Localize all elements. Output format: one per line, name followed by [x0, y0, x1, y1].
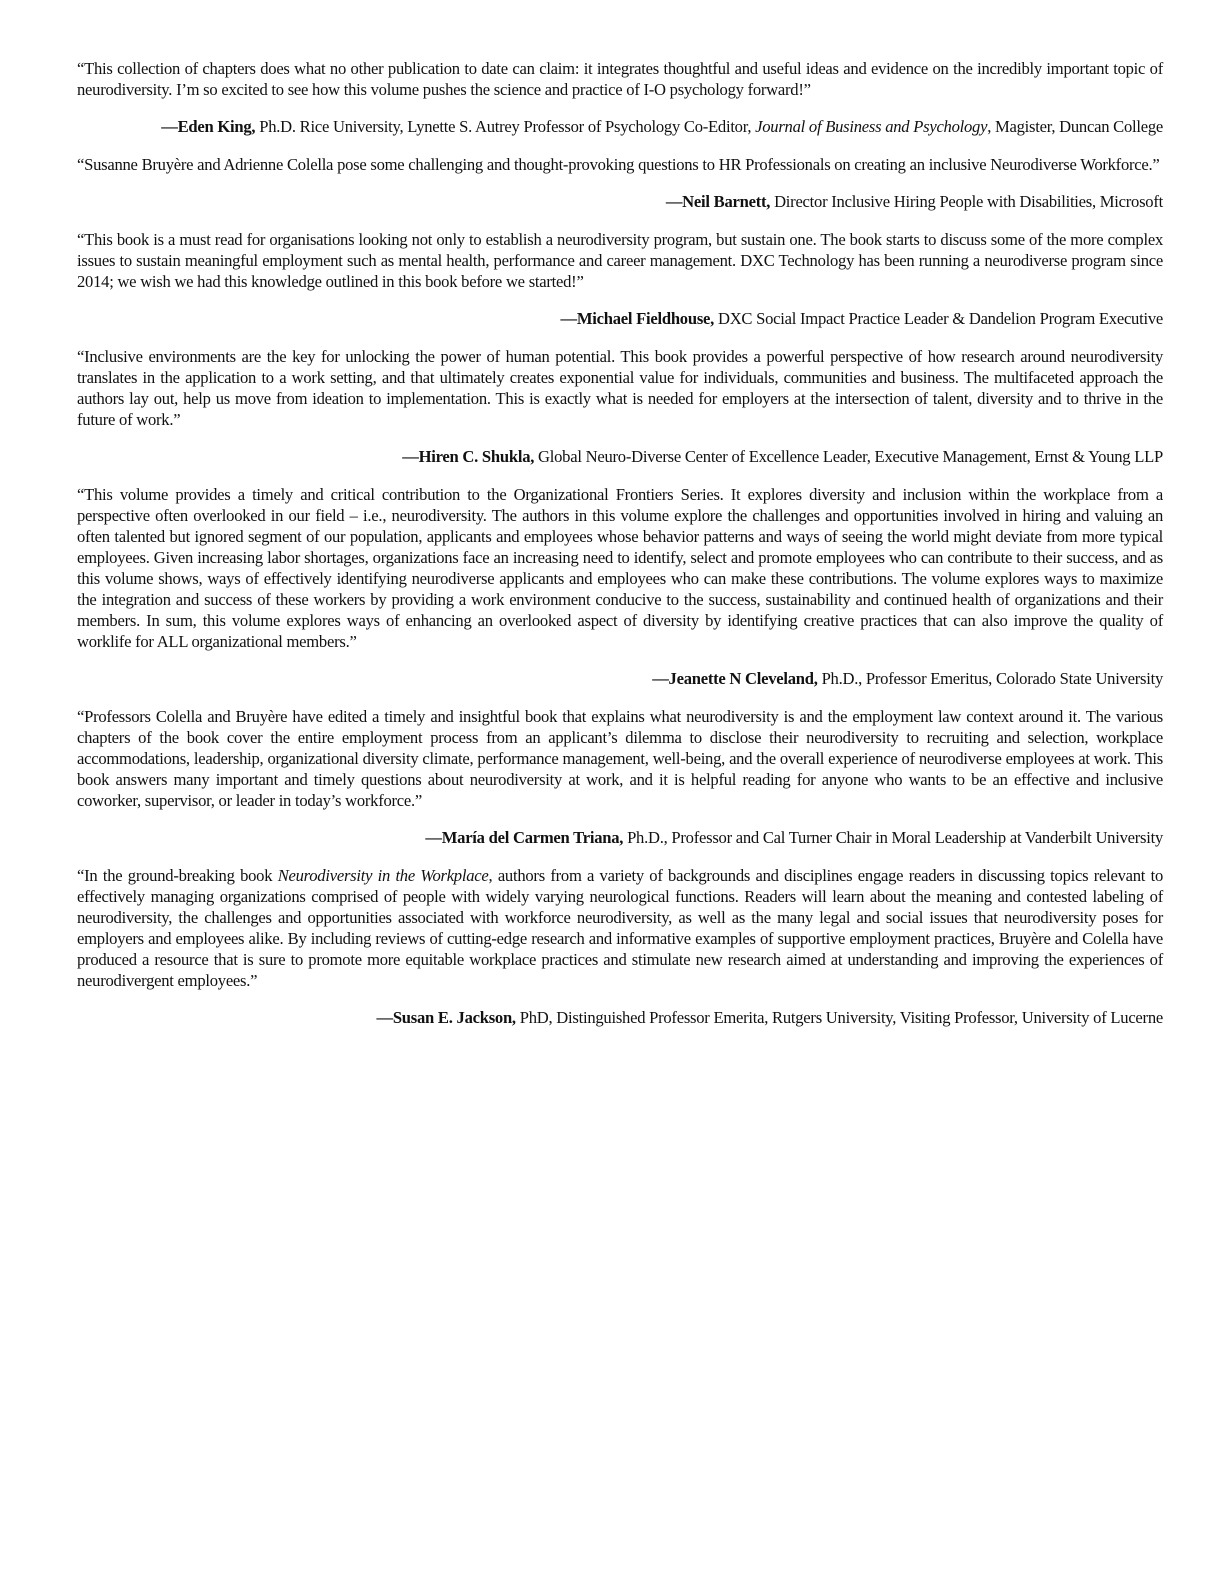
endorser-name: —Eden King, — [161, 117, 256, 136]
book-title: Neurodiversity in the Workplace — [277, 866, 489, 885]
endorsement-attribution — [77, 308, 1163, 329]
endorsement-quote: “This book is a must read for organisations looking not only to establish a neurodiversity program, but sustain one. The book starts to discuss some of the more complex issues to sustain meaningful employment such as mental health, performance and career management. DXC Technology has been running a neurodiverse program since 2014; we wish we had this knowledge outlined in this book before we started!” — [77, 230, 1163, 291]
endorser-affiliation: Director Inclusive Hiring People with Disabilities, Microsoft — [770, 192, 1163, 211]
endorser-affiliation: Ph.D., Professor Emeritus, Colorado State University — [817, 669, 1163, 688]
endorsement-attribution — [77, 191, 1163, 212]
endorser-affiliation: Ph.D., Professor and Cal Turner Chair in Moral Leadership at Vanderbilt University — [623, 828, 1163, 847]
endorser-name: —María del Carmen Triana, — [425, 828, 624, 847]
quote-start: “In the ground-breaking book — [77, 866, 278, 885]
endorsement-attribution — [77, 668, 1163, 689]
quote-end: , authors from a variety of backgrounds and disciplines engage readers in discussing topics relevant to effectively managing organizations comprised of people with widely varying neurological functions. Readers will learn about the meaning and contested labeling of neurodiversity, the challenges and opportunities associated with workforce neurodiversity, as well as the many legal and social issues that neurodiversity poses for employers and employees alike. By including reviews of cutting-edge research and informative examples of supportive employment practices, Bruyère and Colella have produced a resource that is sure to promote more equitable workplace practices and stimulate new research aimed at understanding and improving the experiences of neurodivergent employees.” — [77, 866, 1163, 990]
endorsement-quote: “Professors Colella and Bruyère have edited a timely and insightful book that explains what neurodiversity is and the employment law context around it. The various chapters of the book cover the entire employment process from an applicant’s dilemma to disclose their neurodiversity to recruiting and selection, workplace accommodations, leadership, organizational diversity climate, performance management, well-being, and the overall experience of neurodiverse employees at work. This book answers many important and timely questions about neurodiversity at work, and it is helpful reading for anyone who wants to be an effective and inclusive coworker, supervisor, or leader in today’s workforce.” — [77, 707, 1163, 810]
endorsement-attribution — [77, 116, 1163, 137]
endorser-name: —Neil Barnett, — [665, 192, 771, 211]
endorser-name: —Susan E. Jackson, — [376, 1008, 516, 1027]
endorser-name: —Jeanette N Cleveland, — [652, 669, 818, 688]
endorser-affiliation: DXC Social Impact Practice Leader & Dandelion Program Executive — [714, 309, 1163, 328]
endorsements-page — [77, 58, 1163, 1045]
journal-title: Journal of Business and Psychology — [755, 117, 988, 136]
endorser-affiliation: Ph.D. Rice University, Lynette S. Autrey Professor of Psychology Co-Editor, — [255, 117, 756, 136]
endorsement-attribution — [77, 827, 1163, 848]
endorsement-quote: “This volume provides a timely and critical contribution to the Organizational Frontiers Series. It explores diversity and inclusion within the workplace from a perspective often overlooked in our field – i.e., neurodiversity. The authors in this volume explore the challenges and opportunities involved in hiring and valuing an often talented but ignored segment of our population, applicants and employees whose behavior patterns and ways of seeing the world might deviate from more typical employees. Given increasing labor shortages, organizations face an increasing need to identify, select and promote employees who can contribute to their success, and as this volume shows, ways of effectively identifying neurodiverse applicants and employees who can make these contributions. The volume explores ways to maximize the integration and success of these workers by providing a work environment conducive to the success, sustainability and continued health of organizations and their members. In sum, this volume explores ways of enhancing an overlooked aspect of diversity by identifying creative practices that can also improve the quality of worklife for ALL organizational members.” — [77, 485, 1163, 651]
endorsement-quote: “This collection of chapters does what no other publication to date can claim: it integrates thoughtful and useful ideas and evidence on the incredibly important topic of neurodiversity. I’m so excited to see how this volume pushes the science and practice of I-O psychology forward!” — [77, 59, 1163, 99]
endorsement-quote: “Susanne Bruyère and Adrienne Colella pose some challenging and thought-provoking questions to HR Professionals on creating an inclusive Neurodiverse Workforce.” — [77, 155, 1160, 174]
endorser-name: —Michael Fieldhouse, — [560, 309, 715, 328]
endorser-affiliation: PhD, Distinguished Professor Emerita, Rutgers University, Visiting Professor, University of Lucerne — [515, 1008, 1163, 1027]
endorser-affiliation: Global Neuro-Diverse Center of Excellence Leader, Executive Management, Ernst & Young LLP — [534, 447, 1163, 466]
endorsement-attribution — [77, 446, 1163, 467]
endorser-affiliation-end: , Magister, Duncan College — [987, 117, 1163, 136]
endorsement-quote: “Inclusive environments are the key for unlocking the power of human potential. This book provides a powerful perspective of how research around neurodiversity translates in the application to a work setting, and that ultimately creates exponential value for individuals, communities and business. The multifaceted approach the authors lay out, help us move from ideation to implementation. This is exactly what is needed for employers at the intersection of talent, diversity and to thrive in the future of work.” — [77, 347, 1163, 429]
endorsement-quote — [77, 865, 1163, 991]
endorser-name: —Hiren C. Shukla, — [402, 447, 535, 466]
endorsement-attribution — [77, 1007, 1163, 1028]
